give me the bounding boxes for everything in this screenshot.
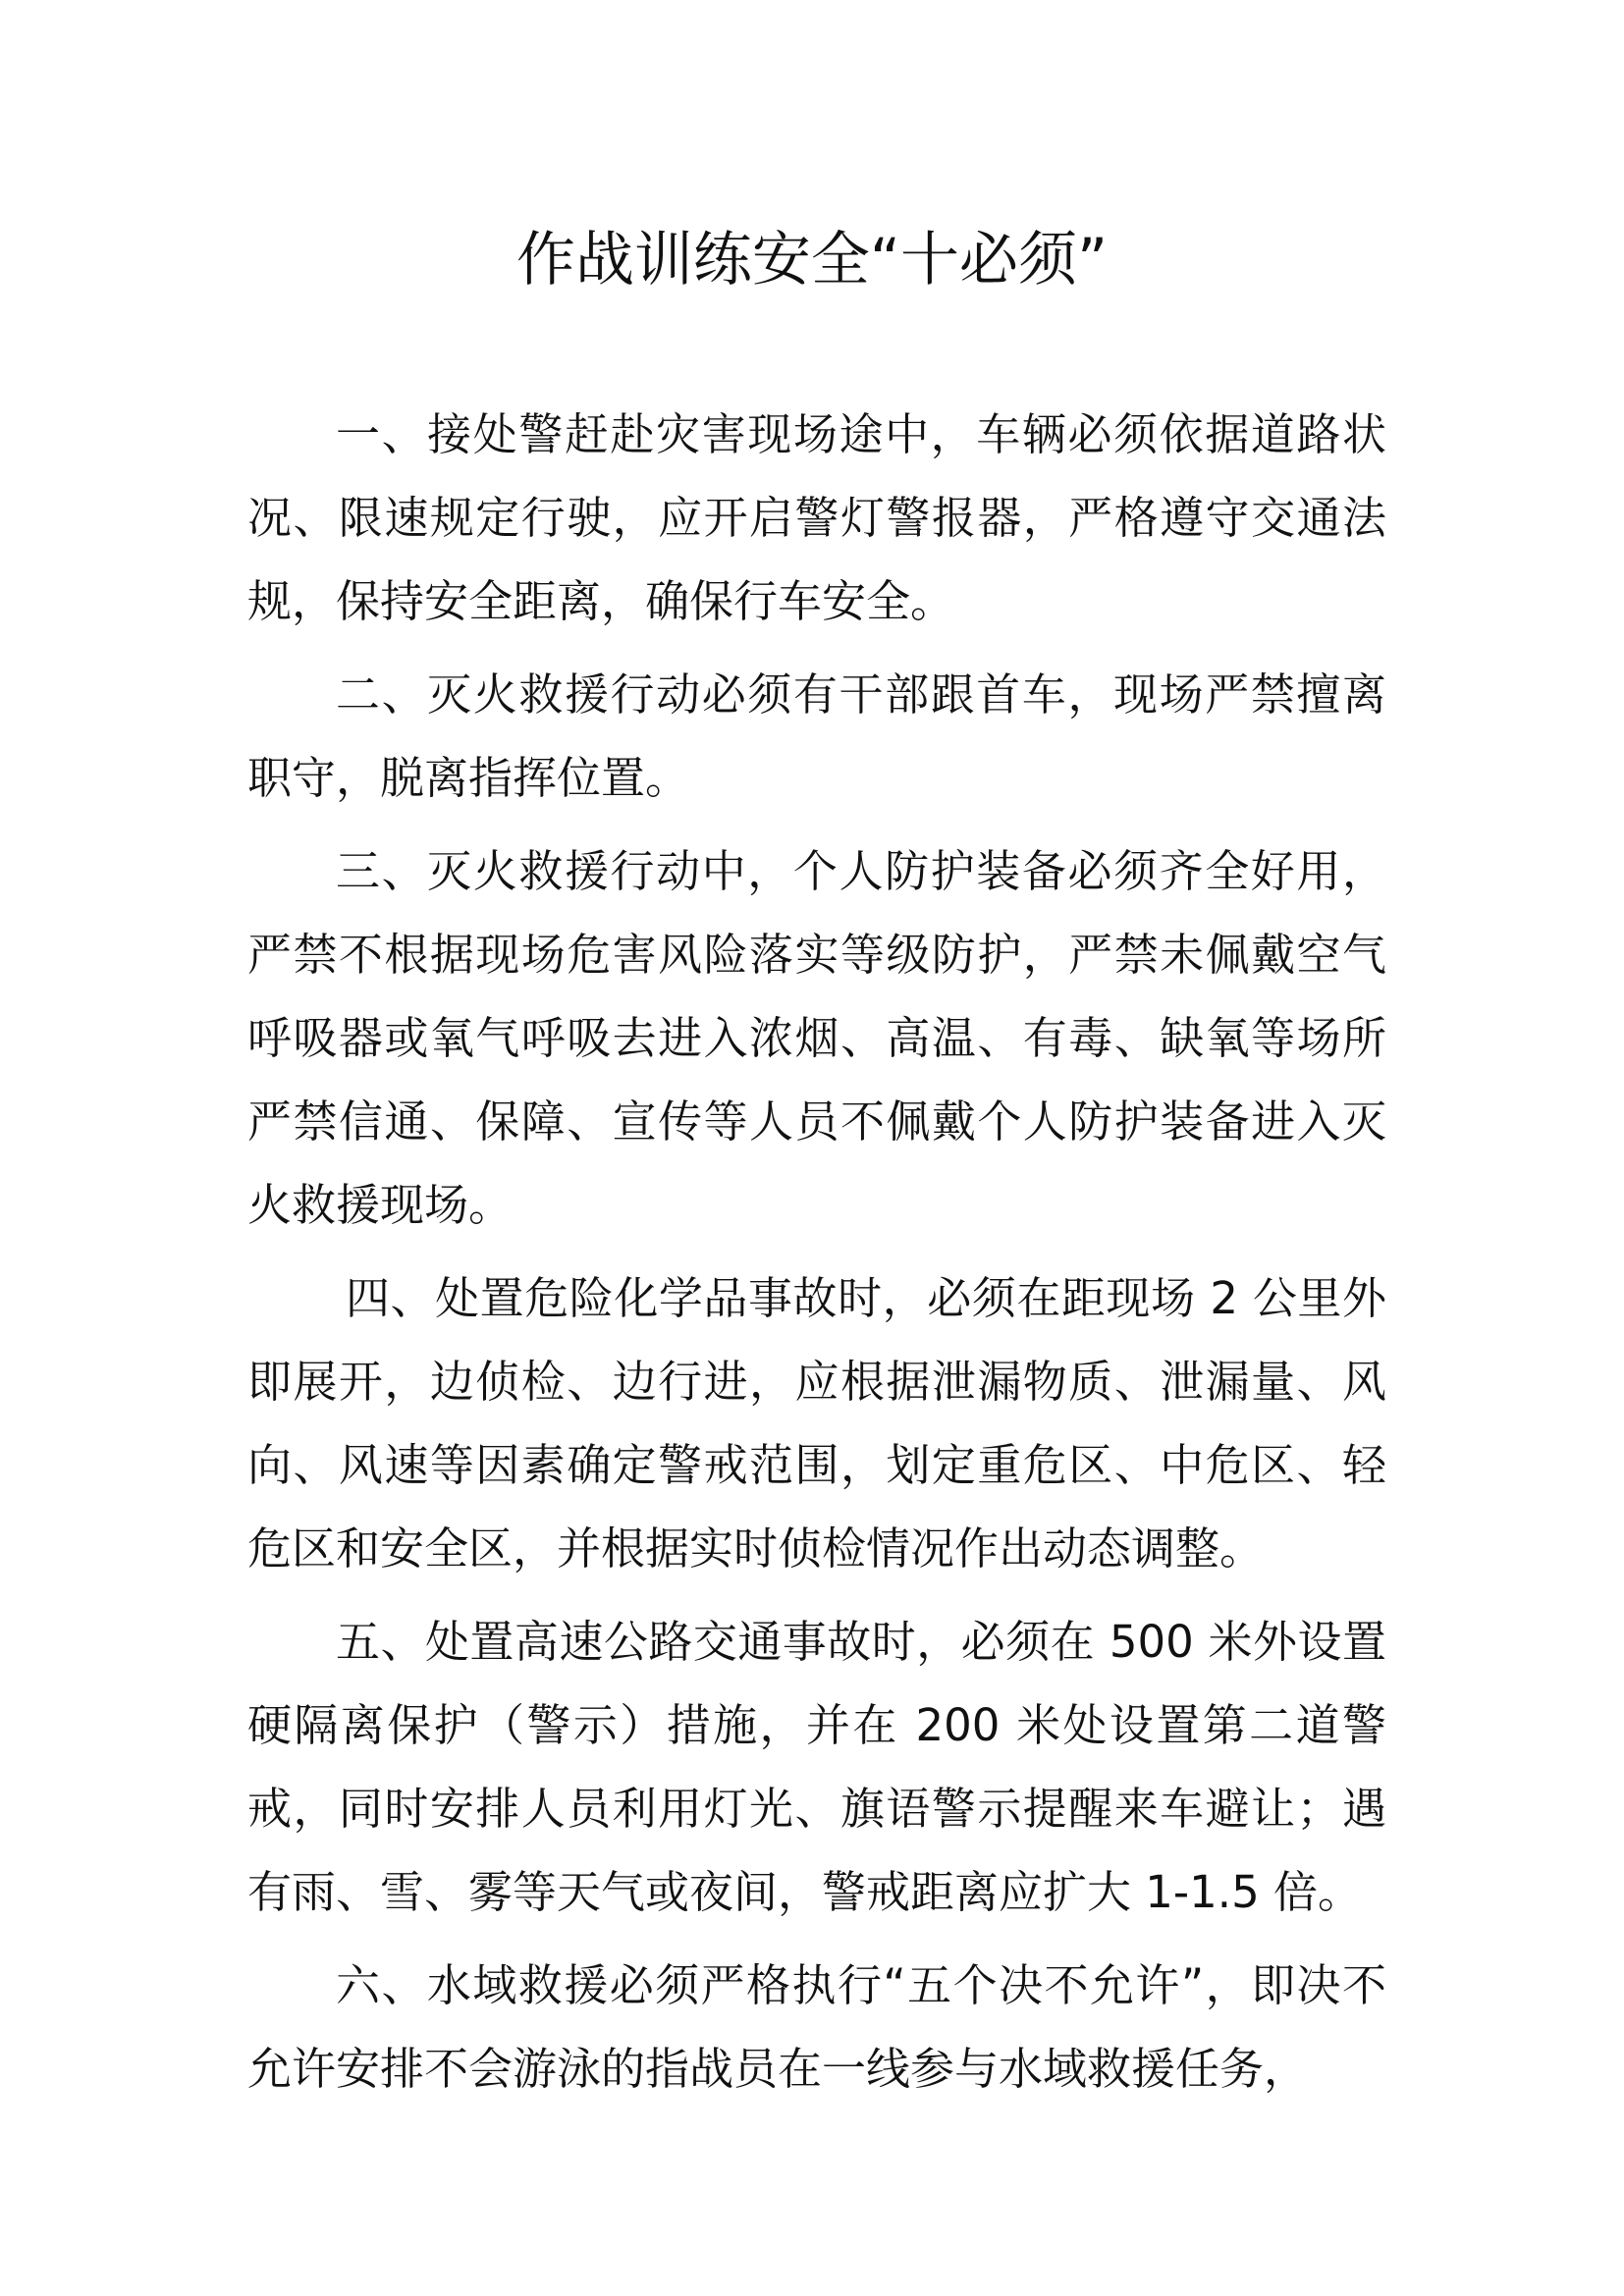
paragraph-5: 五、处置高速公路交通事故时，必须在 500 米外设置硬隔离保护（警示）措施，并在 200 米处设置第二道警戒，同时安排人员利用灯光、旗语警示提醒来车避让；遇有雨、雪、雾等天气或夜间，警戒距离应扩大 1-1.5 倍。 xyxy=(247,1616,1386,1918)
document-title: 作战训练安全“十必须” xyxy=(515,226,1109,294)
document-body xyxy=(247,393,1386,2120)
paragraph-4: 四、处置危险化学品事故时，必须在距现场 2 公里外即展开，边侦检、边行进，应根据泄漏物质、泄漏量、风向、风速等因素确定警戒范围，划定重危区、中危区、轻危区和安全区，并根据实时侦检情况作出动态调整。 xyxy=(247,1272,1386,1575)
paragraph-6: 六、水域救援必须严格执行“五个决不允许”，即决不允许安排不会游泳的指战员在一线参与水域救援任务， xyxy=(247,1959,1386,2095)
paragraph-2: 二、灭火救援行动必须有干部跟首车，现场严禁擅离职守，脱离指挥位置。 xyxy=(247,668,1386,804)
paragraph-1: 一、接处警赶赴灾害现场途中，车辆必须依据道路状况、限速规定行驶，应开启警灯警报器，严格遵守交通法规，保持安全距离，确保行车安全。 xyxy=(247,408,1386,627)
paragraph-3: 三、灭火救援行动中，个人防护装备必须齐全好用，严禁不根据现场危害风险落实等级防护，严禁未佩戴空气呼吸器或氧气呼吸去进入浓烟、高温、有毒、缺氧等场所严禁信通、保障、宣传等人员不佩戴个人防护装备进入灭火救援现场。 xyxy=(247,845,1386,1231)
